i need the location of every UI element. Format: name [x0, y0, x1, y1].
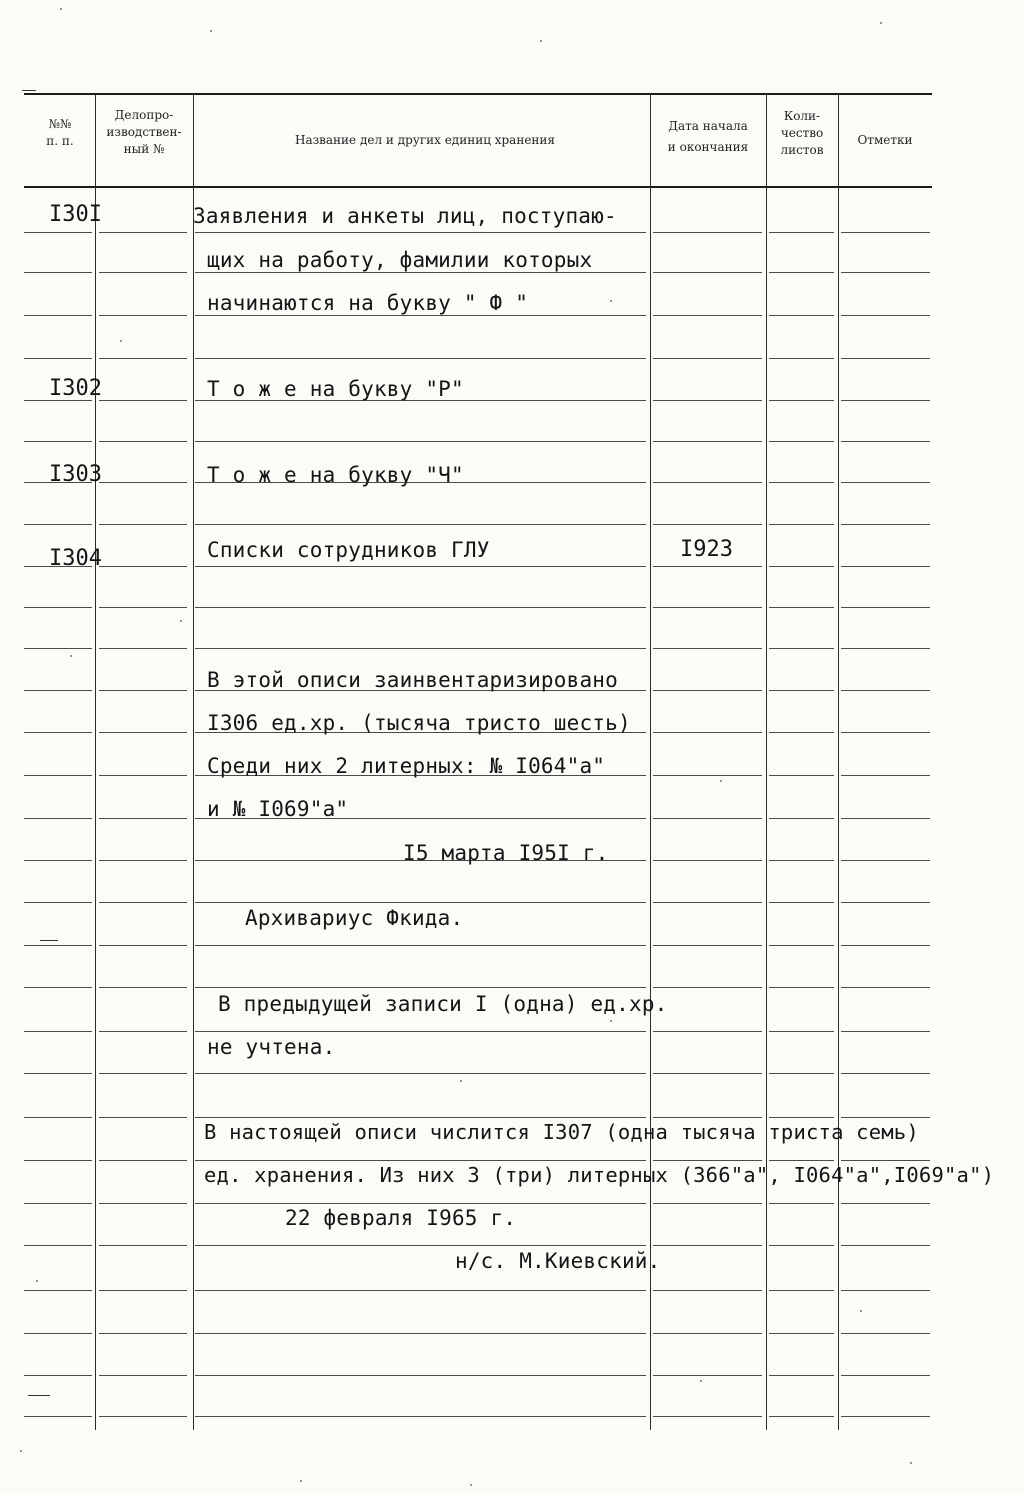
ruled-line	[99, 987, 187, 988]
ruled-line	[841, 1073, 930, 1074]
ruled-line	[24, 1416, 92, 1417]
ruled-line	[24, 315, 92, 316]
scan-speck	[20, 1450, 22, 1452]
ruled-line	[99, 358, 187, 359]
ruled-line	[99, 1245, 187, 1246]
ruled-line	[99, 1375, 187, 1376]
archivist-signature: Архивариус Фкида.	[245, 906, 464, 930]
ruled-line	[653, 1203, 762, 1204]
ruled-line	[24, 648, 92, 649]
ruled-line	[24, 987, 92, 988]
ruled-line	[841, 482, 930, 483]
ruled-line	[99, 272, 187, 273]
ruled-line	[195, 1245, 646, 1246]
column-divider	[766, 95, 767, 1430]
ruled-line	[99, 566, 187, 567]
ruled-line	[653, 524, 762, 525]
ruled-line	[653, 1333, 762, 1334]
table-top-rule	[24, 93, 932, 95]
ruled-line	[653, 566, 762, 567]
ruled-line	[769, 607, 834, 608]
ruled-line	[24, 607, 92, 608]
ruled-line	[841, 1416, 930, 1417]
ruled-line	[99, 441, 187, 442]
ruled-line	[24, 272, 92, 273]
header-title: Название дел и других единиц хранения	[294, 133, 555, 147]
row-date: I923	[680, 537, 733, 562]
ruled-line	[24, 1160, 92, 1161]
ruled-line	[653, 1031, 762, 1032]
recount-line: В настоящей описи числится I307 (одна тысяча триста семь)	[204, 1120, 919, 1144]
row-number: I302	[49, 376, 102, 401]
ruled-line	[841, 358, 930, 359]
ruled-line	[769, 987, 834, 988]
ruled-line	[769, 1160, 834, 1161]
ruled-line	[653, 400, 762, 401]
margin-dash	[40, 940, 58, 941]
ruled-line	[769, 902, 834, 903]
ruled-line	[195, 945, 646, 946]
ruled-line	[195, 1290, 646, 1291]
ruled-line	[24, 818, 92, 819]
ruled-line	[841, 1117, 930, 1118]
entry-line: Заявления и анкеты лиц, поступаю-	[193, 204, 617, 228]
ruled-line	[769, 1416, 834, 1417]
ruled-line	[653, 690, 762, 691]
ruled-line	[769, 732, 834, 733]
ruled-line	[769, 1203, 834, 1204]
ruled-line	[24, 358, 92, 359]
note-line: В предыдущей записи I (одна) ед.хр.	[218, 992, 668, 1016]
ruled-line	[195, 232, 646, 233]
ruled-line	[99, 902, 187, 903]
ruled-line	[99, 232, 187, 233]
entry-line: Т о ж е на букву "Ч"	[207, 463, 464, 487]
ruled-line	[769, 272, 834, 273]
ruled-line	[653, 945, 762, 946]
ruled-line	[769, 1117, 834, 1118]
ruled-line	[769, 1031, 834, 1032]
ruled-line	[99, 1031, 187, 1032]
ruled-line	[653, 775, 762, 776]
ruled-line	[653, 1375, 762, 1376]
ruled-line	[841, 441, 930, 442]
ruled-line	[769, 1290, 834, 1291]
ruled-line	[653, 732, 762, 733]
ruled-line	[653, 607, 762, 608]
ruled-line	[769, 818, 834, 819]
entry-line: Т о ж е на букву "Р"	[207, 377, 464, 401]
ruled-line	[99, 607, 187, 608]
ruled-line	[99, 1416, 187, 1417]
ruled-line	[195, 358, 646, 359]
header-notes: Отметки	[857, 133, 913, 147]
entry-line: Списки сотрудников ГЛУ	[207, 538, 490, 562]
ruled-line	[99, 1203, 187, 1204]
ruled-line	[769, 1073, 834, 1074]
ruled-line	[841, 1245, 930, 1246]
ruled-line	[841, 1160, 930, 1161]
ruled-line	[769, 1375, 834, 1376]
ruled-line	[653, 1245, 762, 1246]
ruled-line	[99, 315, 187, 316]
scan-speck	[180, 620, 182, 622]
scan-speck	[610, 300, 612, 302]
header-dates: Дата начала и окончания	[667, 119, 749, 154]
scan-speck	[610, 1020, 612, 1022]
ruled-line	[195, 524, 646, 525]
ruled-line	[653, 358, 762, 359]
summary-line: Среди них 2 литерных: № I064"а"	[207, 754, 606, 778]
ruled-line	[195, 1031, 646, 1032]
ruled-line	[195, 987, 646, 988]
scan-speck	[910, 1462, 912, 1464]
ruled-line	[769, 775, 834, 776]
ruled-line	[653, 441, 762, 442]
scan-speck	[300, 1480, 302, 1482]
ruled-line	[841, 987, 930, 988]
column-divider	[95, 95, 96, 1430]
ruled-line	[99, 775, 187, 776]
ruled-line	[841, 566, 930, 567]
ruled-line	[769, 945, 834, 946]
ruled-line	[24, 441, 92, 442]
ruled-line	[195, 1160, 646, 1161]
ruled-line	[841, 1203, 930, 1204]
scan-speck	[60, 8, 62, 10]
ruled-line	[24, 860, 92, 861]
scan-speck	[70, 655, 72, 657]
column-divider	[838, 95, 839, 1430]
ruled-line	[653, 987, 762, 988]
ruled-line	[841, 524, 930, 525]
ruled-line	[99, 860, 187, 861]
ruled-line	[653, 818, 762, 819]
ruled-line	[24, 524, 92, 525]
scan-speck	[210, 30, 212, 32]
ruled-line	[653, 1416, 762, 1417]
ruled-line	[24, 1117, 92, 1118]
scan-speck	[120, 340, 122, 342]
ruled-line	[195, 315, 646, 316]
ruled-line	[841, 1031, 930, 1032]
ruled-line	[99, 482, 187, 483]
ruled-line	[769, 566, 834, 567]
ruled-line	[841, 400, 930, 401]
recount-date: 22 февраля I965 г.	[285, 1206, 517, 1230]
ruled-line	[769, 690, 834, 691]
ruled-line	[24, 232, 92, 233]
ruled-line	[99, 1117, 187, 1118]
ruled-line	[653, 860, 762, 861]
ruled-line	[769, 648, 834, 649]
ruled-line	[769, 1245, 834, 1246]
ruled-line	[769, 315, 834, 316]
ruled-line	[195, 648, 646, 649]
ruled-line	[195, 441, 646, 442]
ruled-line	[195, 1333, 646, 1334]
ruled-line	[769, 524, 834, 525]
ruled-line	[99, 400, 187, 401]
header-bottom-rule	[24, 186, 932, 188]
ruled-line	[841, 315, 930, 316]
ruled-line	[99, 1333, 187, 1334]
row-number: I30I	[49, 202, 102, 227]
ruled-line	[653, 648, 762, 649]
ruled-line	[99, 1160, 187, 1161]
ruled-line	[769, 1333, 834, 1334]
row-number: I304	[49, 546, 102, 571]
ruled-line	[841, 232, 930, 233]
row-number: I303	[49, 462, 102, 487]
header-sheet-count: Коли- чество листов	[780, 109, 824, 157]
header-number: №№ п. п.	[46, 117, 74, 148]
note-line: не учтена.	[207, 1035, 336, 1059]
entry-line: начинаются на букву " Ф "	[207, 291, 529, 315]
ruled-line	[24, 1203, 92, 1204]
ruled-line	[24, 1031, 92, 1032]
ruled-line	[653, 272, 762, 273]
ruled-line	[24, 1073, 92, 1074]
scan-speck	[36, 1280, 38, 1282]
ruled-line	[195, 1073, 646, 1074]
ruled-line	[195, 1375, 646, 1376]
ruled-line	[195, 902, 646, 903]
ruled-line	[841, 860, 930, 861]
summary-line: В этой описи заинвентаризировано	[207, 668, 618, 692]
ruled-line	[653, 1160, 762, 1161]
ruled-line	[769, 358, 834, 359]
ruled-line	[769, 400, 834, 401]
summary-line: и № I069"а"	[207, 797, 349, 821]
ruled-line	[195, 1117, 646, 1118]
ruled-line	[841, 775, 930, 776]
ruled-line	[24, 902, 92, 903]
ruled-line	[24, 945, 92, 946]
ruled-line	[99, 945, 187, 946]
ruled-line	[24, 1333, 92, 1334]
ruled-line	[653, 315, 762, 316]
ruled-line	[24, 1290, 92, 1291]
ruled-line	[99, 1290, 187, 1291]
ruled-line	[195, 566, 646, 567]
ruled-line	[769, 441, 834, 442]
ruled-line	[841, 690, 930, 691]
header-office-number: Делопро- изводствен- ный №	[106, 108, 182, 156]
ruled-line	[195, 1416, 646, 1417]
ruled-line	[24, 732, 92, 733]
ruled-line	[769, 232, 834, 233]
ruled-line	[841, 648, 930, 649]
ruled-line	[841, 272, 930, 273]
ruled-line	[841, 818, 930, 819]
ruled-line	[24, 1245, 92, 1246]
scan-speck	[720, 780, 722, 782]
ruled-line	[653, 232, 762, 233]
ruled-line	[24, 690, 92, 691]
ruled-line	[99, 1073, 187, 1074]
ruled-line	[99, 732, 187, 733]
researcher-signature: н/с. М.Киевский.	[455, 1249, 661, 1273]
margin-dash	[28, 1395, 50, 1396]
column-divider	[193, 95, 194, 1430]
ruled-line	[841, 732, 930, 733]
ruled-line	[24, 775, 92, 776]
ruled-line	[24, 1375, 92, 1376]
entry-line: щих на работу, фамилии которых	[207, 248, 593, 272]
scan-speck	[860, 1310, 862, 1312]
ruled-line	[653, 1073, 762, 1074]
scan-speck	[460, 1080, 462, 1082]
ruled-line	[841, 1333, 930, 1334]
column-divider	[650, 95, 651, 1430]
scan-speck	[880, 22, 882, 24]
ruled-line	[653, 482, 762, 483]
ruled-line	[195, 1203, 646, 1204]
ruled-line	[653, 1117, 762, 1118]
ruled-line	[841, 902, 930, 903]
ruled-line	[99, 818, 187, 819]
scan-speck	[540, 40, 542, 42]
scan-speck	[470, 1484, 472, 1486]
summary-line: I306 ед.хр. (тысяча тристо шесть)	[207, 711, 631, 735]
ruled-line	[841, 607, 930, 608]
ruled-line	[653, 1290, 762, 1291]
summary-date: I5 марта I95I г.	[403, 841, 609, 865]
ruled-line	[195, 272, 646, 273]
ruled-line	[841, 945, 930, 946]
ruled-line	[653, 902, 762, 903]
ruled-line	[195, 607, 646, 608]
recount-line: ед. хранения. Из них 3 (три) литерных (366"а", I064"а",I069"а")	[204, 1163, 995, 1187]
ruled-line	[99, 690, 187, 691]
ruled-line	[841, 1375, 930, 1376]
ruled-line	[99, 524, 187, 525]
ruled-line	[769, 860, 834, 861]
ruled-line	[99, 648, 187, 649]
scan-speck	[700, 1380, 702, 1382]
ruled-line	[769, 482, 834, 483]
margin-dash	[22, 90, 36, 91]
ruled-line	[841, 1290, 930, 1291]
